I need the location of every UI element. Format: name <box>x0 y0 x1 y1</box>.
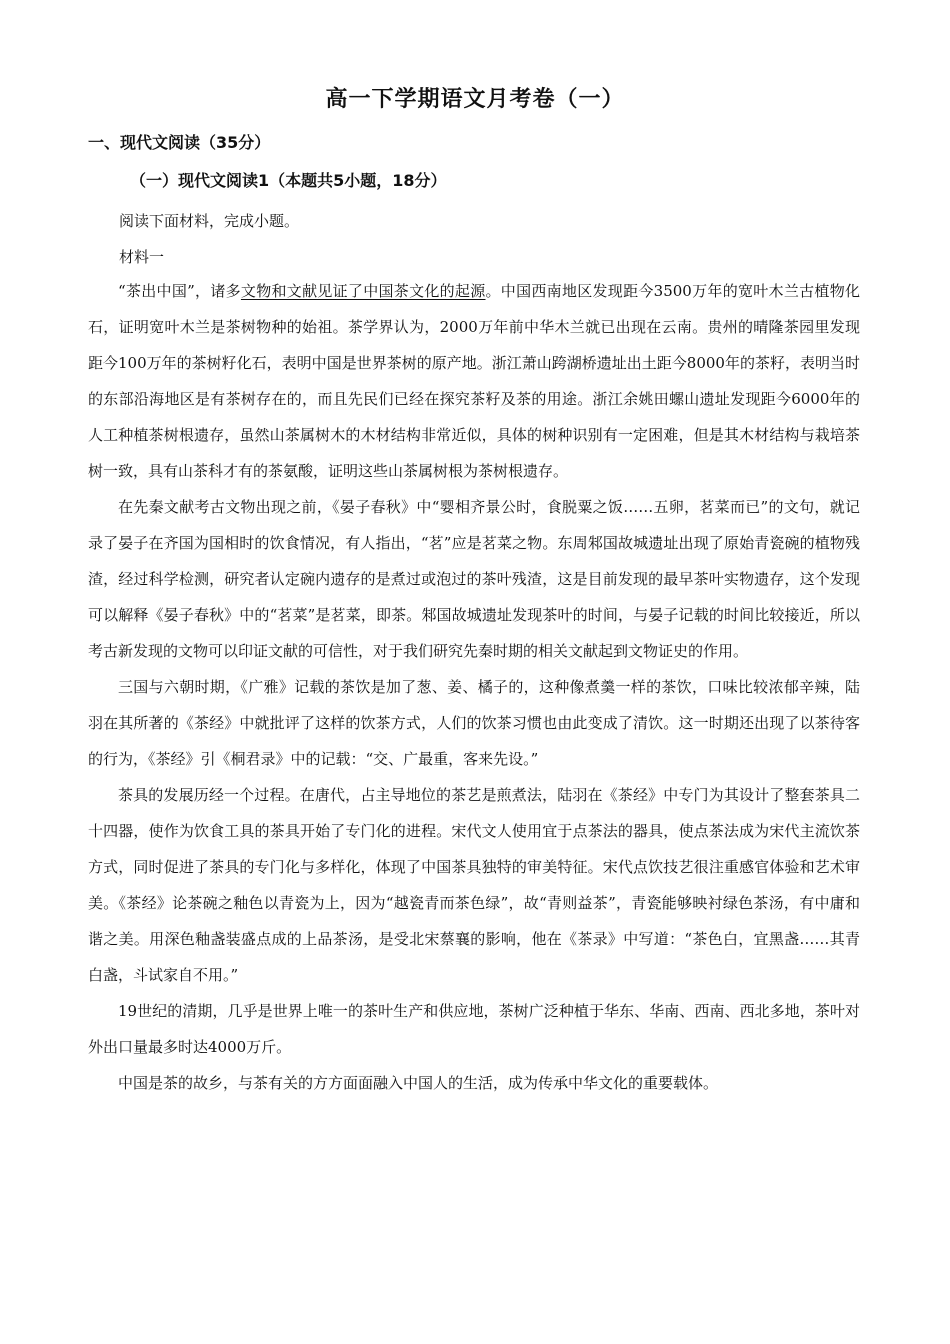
instruction-text: 阅读下面材料，完成小题。 <box>119 212 300 230</box>
paragraph-1 <box>88 273 860 489</box>
underlined-phrase: 文物和文献见证了中国茶文化的起源 <box>240 282 486 300</box>
reading-passage <box>88 273 860 1101</box>
paragraph-6: 中国是茶的故乡，与茶有关的方方面面融入中国人的生活，成为传承中华文化的重要载体。 <box>118 1074 719 1092</box>
paragraph-4: 茶具的发展历经一个过程。在唐代，占主导地位的茶艺是煎煮法，陆羽在《茶经》中专门为其设计了整套茶具二十四器，使作为饮食工具的茶具开始了专门化的进程。宋代文人使用宜于点茶法的器具，使点茶法成为宋代主流饮茶方式，同时促进了茶具的专门化与多样化，体现了中国茶具独特的审美特征。宋代点饮技艺很注重感官体验和艺术审美。《茶经》论茶碗之釉色以青瓷为上，因为“越瓷青而茶色绿”，故“青则益茶”，青瓷能够映衬绿色茶汤，有中庸和谐之美。用深色釉盏装盛点成的上品茶汤，是受北宋蔡襄的影响，他在《茶录》中写道：“茶色白，宜黑盏……其青白盏，斗试家自不用。” <box>88 786 860 984</box>
section-heading: 一、现代文阅读（35分） <box>88 133 271 152</box>
exam-title: 高一下学期语文月考卷（一） <box>325 87 625 112</box>
paragraph-1-start: “茶出中国”，诸多 <box>118 282 241 300</box>
paragraph-2: 在先秦文献考古文物出现之前，《晏子春秋》中“婴相齐景公时，食脱粟之饭……五卵，茗菜而已”的文句，就记录了晏子在齐国为国相时的饮食情况，有人指出，“茗”应是茗菜之物。东周邾国故城遗址出现了原始青瓷碗的植物残渣，经过科学检测，研究者认定碗内遗存的是煮过或泡过的茶叶残渣，这是目前发现的最早茶叶实物遗存，这个发现可以解释《晏子春秋》中的“茗菜”是茗菜，即茶。邾国故城遗址发现茶叶的时间，与晏子记载的时间比较接近，所以考古新发现的文物可以印证文献的可信性，对于我们研究先秦时期的相关文献起到文物证史的作用。 <box>88 498 860 660</box>
instructions-block <box>119 203 299 275</box>
paragraph-1-rest: 。中国西南地区发现距今3500万年的宽叶木兰古植物化石，证明宽叶木兰是茶树物种的始祖。茶学界认为，2000万年前中华木兰就已出现在云南。贵州的晴隆茶园里发现距今100万年的茶树籽化石，表明中国是世界茶树的原产地。浙江萧山跨湖桥遗址出土距今8000年的茶籽，表明当时的东部沿海地区是有茶树存在的，而且先民们已经在探究茶籽及茶的用途。浙江余姚田螺山遗址发现距今6000年的人工种植茶树根遗存，虽然山茶属树木的木材结构非常近似，具体的树种识别有一定困难，但是其木材结构与栽培茶树一致，具有山茶科才有的茶氨酸，证明这些山茶属树根为茶树根遗存。 <box>88 282 860 480</box>
subsection-heading: （一）现代文阅读1（本题共5小题，18分） <box>130 171 447 190</box>
paragraph-5: 19世纪的清期，几乎是世界上唯一的茶叶生产和供应地，茶树广泛种植于华东、华南、西南、西北多地，茶叶对外出口量最多时达4000万斤。 <box>88 1002 860 1056</box>
material-label: 材料一 <box>119 248 165 266</box>
paragraph-3: 三国与六朝时期，《广雅》记载的茶饮是加了葱、姜、橘子的，这种像煮羹一样的茶饮，口味比较浓郁辛辣，陆羽在其所著的《茶经》中就批评了这样的饮茶方式，人们的饮茶习惯也由此变成了清饮。这一时期还出现了以茶待客的行为，《茶经》引《桐君录》中的记载：“交、广最重，客来先设。” <box>88 678 860 768</box>
